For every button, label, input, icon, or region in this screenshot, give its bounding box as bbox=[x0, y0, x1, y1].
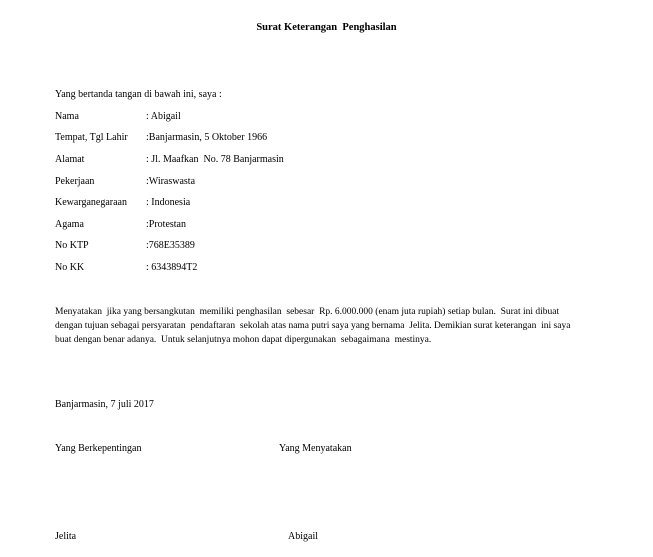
field-value-alamat: : Jl. Maafkan No. 78 Banjarmasin bbox=[146, 154, 284, 165]
signatory-right-name: Abigail bbox=[288, 531, 318, 542]
signatory-left-name: Jelita bbox=[55, 531, 77, 542]
field-label-no-ktp: No KTP bbox=[55, 240, 89, 251]
statement-paragraph bbox=[55, 305, 615, 347]
field-label-pekerjaan: Pekerjaan bbox=[55, 176, 95, 187]
signatory-left-title: Yang Berkepentingan bbox=[55, 443, 142, 454]
field-label-kewarganegaraan: Kewarganegaraan bbox=[55, 197, 127, 208]
field-label-no-kk: No KK bbox=[55, 262, 85, 273]
field-value-no-ktp: :768E35389 bbox=[146, 240, 195, 251]
paragraph-line: dengan tujuan sebagai persyaratan pendaftaran sekolah atas nama putri saya yang bernama Jelita. Demikian surat keterangan ini saya bbox=[55, 321, 571, 331]
intro-line: Yang bertanda tangan di bawah ini, saya : bbox=[55, 89, 222, 100]
document-title: Surat Keterangan Penghasilan bbox=[256, 22, 397, 33]
field-label-tempat-tgl-lahir: Tempat, Tgl Lahir bbox=[55, 132, 128, 143]
field-value-kewarganegaraan: : Indonesia bbox=[146, 197, 191, 208]
place-date: Banjarmasin, 7 juli 2017 bbox=[55, 399, 154, 410]
field-label-nama: Nama bbox=[55, 111, 79, 122]
paragraph-line: Menyatakan jika yang bersangkutan memiliki penghasilan sebesar Rp. 6.000.000 (enam juta rupiah) setiap bulan. Surat ini dibuat bbox=[55, 307, 560, 317]
field-value-no-kk: : 6343894T2 bbox=[146, 262, 198, 273]
paragraph-line: buat dengan benar adanya. Untuk selanjutnya mohon dapat dipergunakan sebagaimana mestinya. bbox=[55, 335, 432, 345]
field-value-pekerjaan: :Wiraswasta bbox=[146, 176, 196, 187]
field-label-alamat: Alamat bbox=[55, 154, 85, 165]
field-label-agama: Agama bbox=[55, 219, 84, 230]
field-value-agama: :Protestan bbox=[146, 219, 186, 230]
field-value-nama: : Abigail bbox=[146, 111, 181, 122]
signatory-right-title: Yang Menyatakan bbox=[279, 443, 352, 454]
field-value-tempat-tgl-lahir: :Banjarmasin, 5 Oktober 1966 bbox=[146, 132, 268, 143]
